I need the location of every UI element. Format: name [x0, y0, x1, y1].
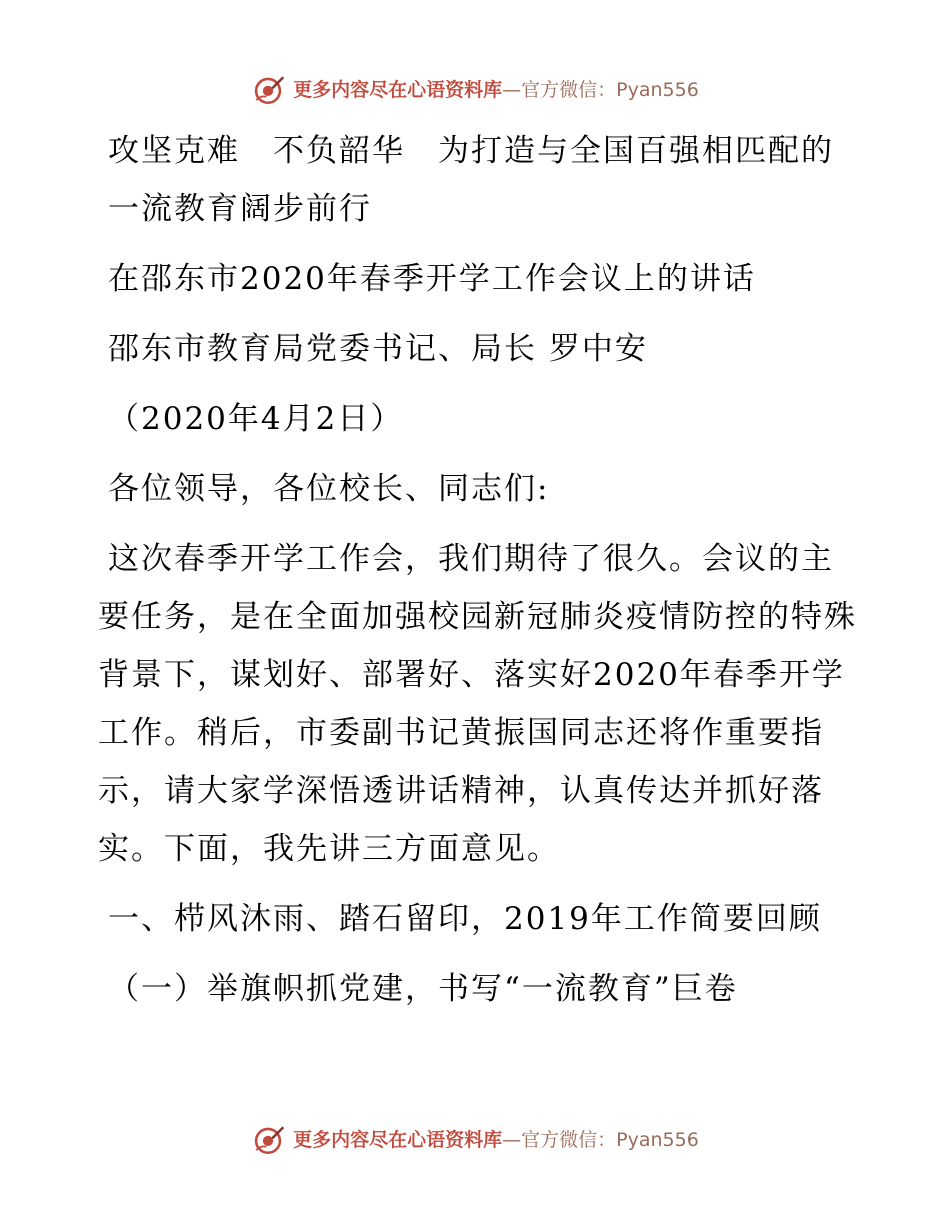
- document-body: [98, 122, 858, 1018]
- document-date: （2020年4月2日）: [108, 401, 404, 437]
- footer-watermark: [0, 1120, 950, 1160]
- document-subtitle: 在邵东市2020年春季开学工作会议上的讲话: [108, 261, 756, 297]
- pen-logo-icon: [251, 1123, 285, 1157]
- pen-logo-icon: [251, 73, 285, 107]
- watermark-text: 更多内容尽在心语资料库—官方微信：Pyan556: [293, 78, 699, 101]
- document-title: 攻坚克难 不负韶华 为打造与全国百强相匹配的一流教育阔步前行: [108, 133, 834, 227]
- intro-paragraph: 这次春季开学工作会，我们期待了很久。会议的主要任务，是在全面加强校园新冠肺炎疫情防控的特殊背景下，谋划好、部署好、落实好2020年春季开学工作。稍后，市委副书记黄振国同志还将作重要指示，请大家学深悟透讲话精神，认真传达并抓好落实。下面，我先讲三方面意见。: [98, 541, 857, 867]
- document-author: 邵东市教育局党委书记、局长 罗中安: [108, 331, 648, 367]
- watermark-text: 更多内容尽在心语资料库—官方微信：Pyan556: [293, 1128, 699, 1151]
- subsection-heading: （一）举旗帜抓党建，书写“一流教育”巨卷: [108, 971, 738, 1007]
- header-watermark: [0, 70, 950, 110]
- salutation: 各位领导，各位校长、同志们:: [108, 471, 550, 507]
- section-heading: 一、栉风沐雨、踏石留印，2019年工作简要回顾: [108, 901, 822, 937]
